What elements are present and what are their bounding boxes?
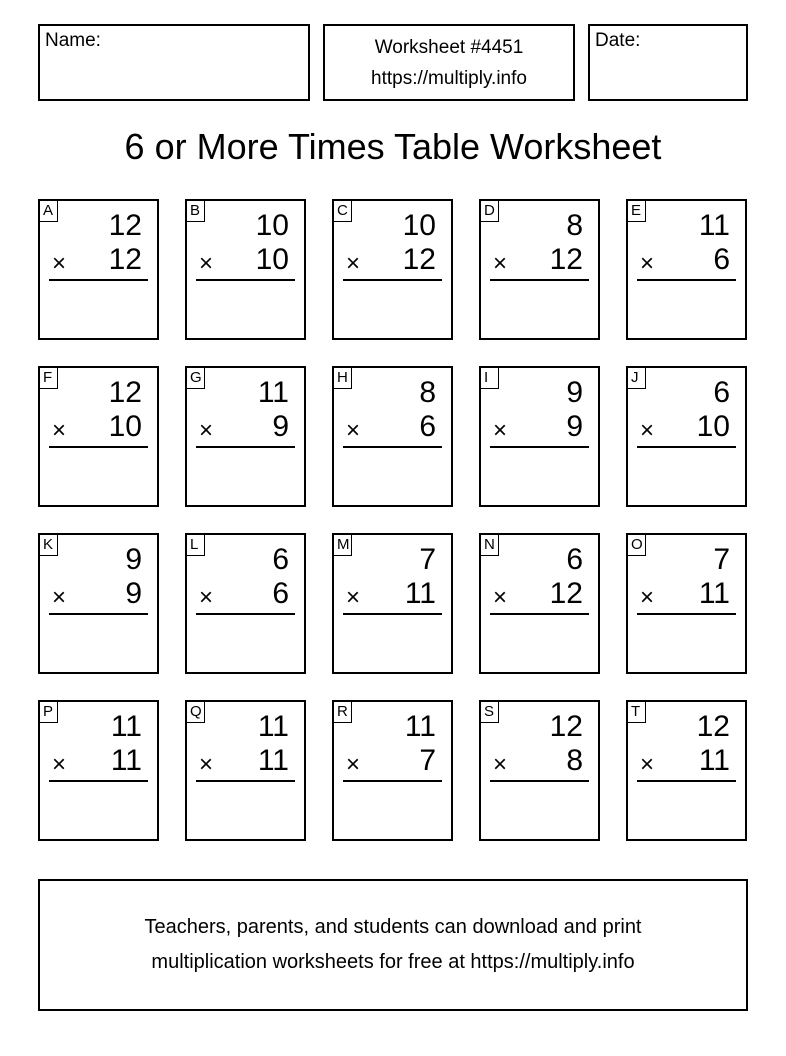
times-sign: ×	[346, 250, 361, 277]
problem-letter: F	[38, 366, 58, 389]
answer-line	[49, 279, 148, 281]
times-sign: ×	[199, 417, 214, 444]
worksheet-number: Worksheet #4451	[374, 37, 524, 58]
answer-line	[343, 613, 442, 615]
answer-line	[343, 446, 442, 448]
problem-letter: T	[626, 700, 646, 723]
problem-letter: H	[332, 366, 352, 389]
problem-letter: E	[626, 199, 646, 222]
answer-line	[196, 613, 295, 615]
times-sign: ×	[52, 417, 67, 444]
times-sign: ×	[52, 250, 67, 277]
problem-letter: K	[38, 533, 58, 556]
times-sign: ×	[52, 751, 67, 778]
multiplicand: 6	[566, 543, 583, 576]
problem-letter: G	[185, 366, 205, 389]
multiplier: 9	[566, 410, 583, 443]
multiplicand: 12	[108, 376, 142, 409]
problem-card[interactable]	[38, 533, 159, 674]
problem-card[interactable]	[38, 199, 159, 340]
multiplier: 7	[419, 744, 436, 777]
problem-card[interactable]	[38, 700, 159, 841]
multiplicand: 12	[549, 710, 583, 743]
problem-card[interactable]	[626, 199, 747, 340]
multiplicand: 7	[419, 543, 436, 576]
multiplier: 9	[272, 410, 289, 443]
multiplier: 11	[404, 577, 436, 610]
answer-line	[196, 780, 295, 782]
footer-line-2: multiplication worksheets for free at https://multiply.info	[151, 951, 635, 973]
answer-line	[637, 780, 736, 782]
worksheet-url: https://multiply.info	[371, 68, 527, 89]
times-sign: ×	[640, 417, 655, 444]
multiplier: 10	[696, 410, 730, 443]
answer-line	[637, 279, 736, 281]
footer-box	[38, 879, 748, 1011]
multiplier: 8	[566, 744, 583, 777]
multiplicand: 7	[713, 543, 730, 576]
multiplicand: 10	[402, 209, 436, 242]
multiplier: 12	[549, 243, 583, 276]
answer-line	[490, 780, 589, 782]
answer-line	[196, 446, 295, 448]
multiplicand: 11	[110, 710, 142, 743]
problem-card[interactable]	[332, 700, 453, 841]
page-title: 6 or More Times Table Worksheet	[124, 126, 662, 167]
answer-line	[490, 446, 589, 448]
multiplicand: 10	[255, 209, 289, 242]
problem-card[interactable]	[185, 700, 306, 841]
answer-line	[343, 279, 442, 281]
multiplicand: 11	[257, 376, 289, 409]
multiplier: 10	[255, 243, 289, 276]
times-sign: ×	[493, 417, 508, 444]
multiplier: 6	[272, 577, 289, 610]
problem-letter: M	[332, 533, 352, 556]
problem-letter: C	[332, 199, 352, 222]
problem-letter: B	[185, 199, 205, 222]
multiplier: 11	[698, 577, 730, 610]
problem-card[interactable]	[185, 366, 306, 507]
multiplier: 6	[419, 410, 436, 443]
times-sign: ×	[640, 584, 655, 611]
problem-card[interactable]	[332, 199, 453, 340]
answer-line	[490, 279, 589, 281]
answer-line	[196, 279, 295, 281]
problem-card[interactable]	[38, 366, 159, 507]
answer-line	[49, 613, 148, 615]
answer-line	[637, 613, 736, 615]
problem-card[interactable]	[332, 533, 453, 674]
problem-letter: N	[479, 533, 499, 556]
multiplier: 11	[257, 744, 289, 777]
multiplier: 10	[108, 410, 142, 443]
times-sign: ×	[199, 584, 214, 611]
answer-line	[49, 780, 148, 782]
answer-line	[637, 446, 736, 448]
problem-card[interactable]	[185, 199, 306, 340]
times-sign: ×	[199, 250, 214, 277]
multiplicand: 12	[696, 710, 730, 743]
multiplier: 11	[110, 744, 142, 777]
problem-card[interactable]	[332, 366, 453, 507]
multiplicand: 6	[272, 543, 289, 576]
answer-line	[343, 780, 442, 782]
multiplicand: 12	[108, 209, 142, 242]
multiplicand: 9	[125, 543, 142, 576]
answer-line	[49, 446, 148, 448]
problem-card[interactable]	[626, 366, 747, 507]
multiplier: 12	[549, 577, 583, 610]
problem-letter: J	[626, 366, 646, 389]
problem-letter: L	[185, 533, 205, 556]
problem-card[interactable]	[185, 533, 306, 674]
problem-card[interactable]	[479, 199, 600, 340]
multiplier: 12	[402, 243, 436, 276]
times-sign: ×	[493, 584, 508, 611]
times-sign: ×	[346, 417, 361, 444]
times-sign: ×	[199, 751, 214, 778]
problem-card[interactable]	[626, 533, 747, 674]
problem-letter: Q	[185, 700, 205, 723]
problem-letter: S	[479, 700, 499, 723]
times-sign: ×	[640, 250, 655, 277]
times-sign: ×	[346, 751, 361, 778]
problem-letter: D	[479, 199, 499, 222]
times-sign: ×	[52, 584, 67, 611]
date-label: Date:	[595, 30, 641, 51]
problem-card[interactable]	[479, 366, 600, 507]
multiplicand: 11	[698, 209, 730, 242]
problem-letter: I	[479, 366, 499, 389]
answer-line	[490, 613, 589, 615]
times-sign: ×	[346, 584, 361, 611]
problem-card[interactable]	[479, 533, 600, 674]
times-sign: ×	[640, 751, 655, 778]
multiplier: 11	[698, 744, 730, 777]
problem-card[interactable]	[479, 700, 600, 841]
name-label: Name:	[45, 30, 101, 51]
multiplicand: 9	[566, 376, 583, 409]
times-sign: ×	[493, 751, 508, 778]
multiplicand: 6	[713, 376, 730, 409]
problem-letter: P	[38, 700, 58, 723]
multiplicand: 11	[404, 710, 436, 743]
multiplicand: 11	[257, 710, 289, 743]
problem-letter: O	[626, 533, 646, 556]
multiplicand: 8	[566, 209, 583, 242]
times-sign: ×	[493, 250, 508, 277]
multiplier: 6	[713, 243, 730, 276]
multiplier: 9	[125, 577, 142, 610]
multiplicand: 8	[419, 376, 436, 409]
problem-card[interactable]	[626, 700, 747, 841]
multiplier: 12	[108, 243, 142, 276]
footer-line-1: Teachers, parents, and students can download and print	[144, 916, 642, 938]
problem-letter: R	[332, 700, 352, 723]
problem-letter: A	[38, 199, 58, 222]
